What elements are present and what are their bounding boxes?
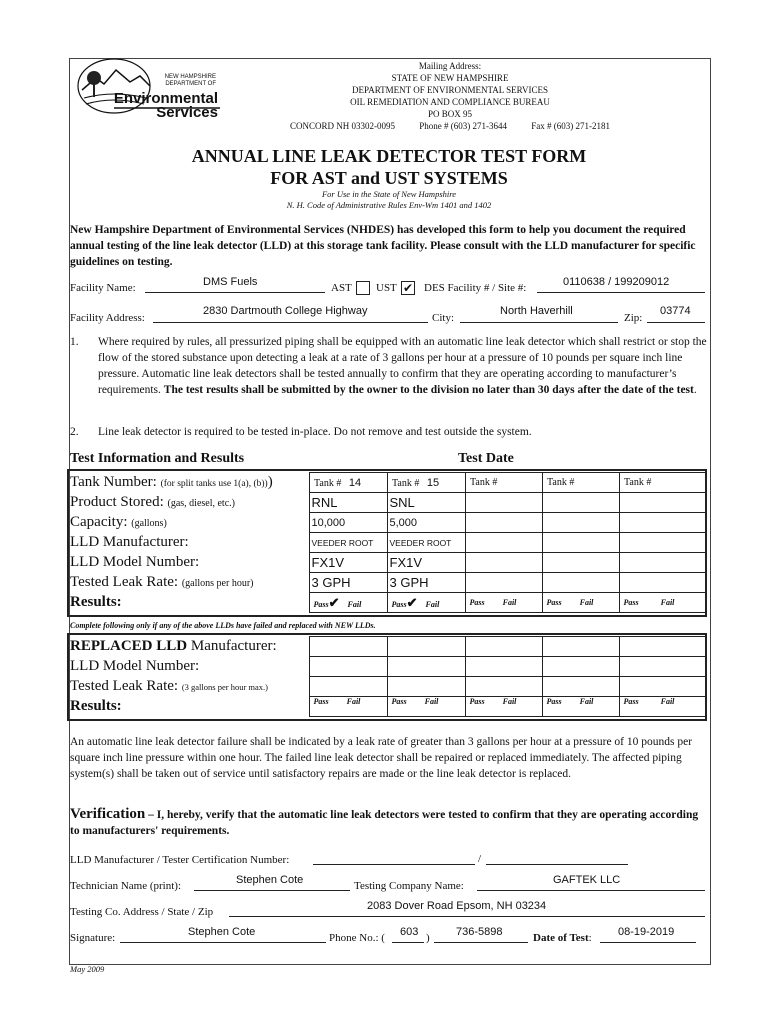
replaced-1-leak-rate[interactable] [309,677,387,697]
tank-1-manufacturer[interactable]: VEEDER ROOT [309,533,387,553]
tank-4-capacity[interactable] [542,513,619,533]
cert-field-1[interactable] [313,849,475,865]
item-1-number: 1. [70,336,79,348]
replaced-4-leak-rate[interactable] [542,677,619,697]
tank-5-model[interactable] [619,553,705,573]
ast-label: AST [331,282,352,294]
replaced-model-label: LLD Model Number: [70,658,200,674]
zip-field[interactable] [647,305,705,323]
tank-4-number-cell[interactable] [542,473,619,493]
test-date-label: Test Date [458,451,514,466]
item-2-text: Line leak detector is required to be tested in-place. Do not remove and test outside the system. [98,426,532,438]
tank-5-manufacturer[interactable] [619,533,705,553]
replaced-4-result[interactable] [542,697,619,717]
tank-3-prefix: Tank # [470,477,498,488]
cert-field-2[interactable] [486,849,628,865]
tank-3-product[interactable] [465,493,542,513]
tank-2-result[interactable] [387,593,465,613]
replaced-3-manufacturer[interactable] [465,637,542,657]
city-field[interactable] [460,305,618,323]
mailing-bureau: OIL REMEDIATION AND COMPLIANCE BUREAU [350,97,550,107]
signature-field[interactable] [120,926,326,943]
mailing-dept: DEPARTMENT OF ENVIRONMENTAL SERVICES [352,85,548,95]
logo-services: Services [156,104,218,121]
replaced-1-manufacturer[interactable] [309,637,387,657]
tank-number-note: (for split tanks use 1(a), (b)) [160,479,268,489]
replaced-row-model [69,657,705,677]
form-title-2: FOR AST and UST SYSTEMS [270,168,508,188]
tank-4-model[interactable] [542,553,619,573]
leak-rate-label [69,573,309,593]
replaced-4-manufacturer[interactable] [542,637,619,657]
test-results-table [69,472,706,613]
results-label: Results: [70,594,122,610]
replaced-2-fail: Fail [424,697,439,706]
tank-5-product[interactable] [619,493,705,513]
replaced-5-fail: Fail [660,697,675,706]
tank-2-product[interactable]: SNL [387,493,465,513]
tank-5-leak-rate[interactable] [619,573,705,593]
tank-4-leak-rate[interactable] [542,573,619,593]
replaced-3-pass: Pass [469,697,485,706]
replaced-leak-rate-text: Tested Leak Rate: [70,678,182,694]
tank-1-number-cell[interactable] [309,473,387,493]
facility-address-value: 2830 Dartmouth College Highway [203,305,368,317]
facility-name-label: Facility Name: [70,282,136,294]
capacity-label [69,513,309,533]
tank-5-fail: Fail [660,598,675,607]
replaced-5-model[interactable] [619,657,705,677]
replaced-manufacturer-rest: Manufacturer: [187,638,277,654]
replaced-note: Complete following only if any of the above LLDs have failed and replaced with NEW LLDs. [70,621,376,630]
capacity-note: (gallons) [131,518,167,529]
tank-5-capacity[interactable] [619,513,705,533]
table-row-manufacturer [69,533,705,553]
tank-2-pass: Pass [391,599,407,609]
phone-area-value: 603 [400,926,419,938]
mailing-address [290,60,610,132]
city-value: North Haverhill [500,305,573,317]
tank-1-fail: Fail [347,599,362,609]
des-facility-label: DES Facility # / Site #: [424,282,527,294]
cert-label: LLD Manufacturer / Tester Certification Number: [70,854,290,866]
replaced-3-leak-rate[interactable] [465,677,542,697]
replaced-2-leak-rate[interactable] [387,677,465,697]
tank-2-leak-rate[interactable]: 3 GPH [387,573,465,593]
replaced-3-model[interactable] [465,657,542,677]
company-field[interactable] [477,874,705,891]
replaced-4-pass: Pass [546,697,562,706]
table-row-capacity [69,513,705,533]
logo-line-1: NEW HAMPSHIRE [164,74,216,80]
company-label: Testing Company Name: [354,880,464,892]
replaced-1-result[interactable] [309,697,387,717]
tank-2-check-icon: ✔ [406,594,418,610]
tank-3-capacity[interactable] [465,513,542,533]
tank-4-fail: Fail [579,598,594,607]
form-subtitle-1: For Use in the State of New Hampshire [321,189,457,199]
tank-2-prefix: Tank # [392,477,420,489]
replaced-4-fail: Fail [579,697,594,706]
date-of-test-value: 08-19-2019 [618,926,675,938]
manufacturer-label: LLD Manufacturer: [70,534,189,550]
facility-name-value: DMS Fuels [203,276,258,288]
tank-1-pass: Pass [313,599,329,609]
tech-name-field[interactable] [194,874,350,891]
tank-5-result[interactable] [619,593,705,613]
replaced-row-results [69,697,705,717]
testing-address-field[interactable] [229,900,705,917]
ust-checkbox[interactable] [401,281,415,295]
tank-number-label-text: Tank Number: [70,474,161,490]
replaced-1-fail: Fail [346,697,361,706]
tank-4-manufacturer[interactable] [542,533,619,553]
replaced-3-fail: Fail [502,697,517,706]
testing-address-label: Testing Co. Address / State / Zip [70,906,214,918]
item-1-text [98,334,712,398]
facility-address-field[interactable] [153,305,428,323]
test-info-heading: Test Information and Results [70,451,245,466]
tank-1-product[interactable]: RNL [309,493,387,513]
replaced-2-result[interactable] [387,697,465,717]
testing-address-value: 2083 Dover Road Epsom, NH 03234 [367,900,547,912]
tank-1-number: 14 [348,476,362,489]
replaced-leak-rate-label [69,677,309,697]
verification-statement [70,806,710,839]
tank-1-model[interactable]: FX1V [309,553,387,573]
date-of-test-label [533,932,592,944]
product-label-text: Product Stored: [70,494,168,510]
tech-label: Technician Name (print): [70,880,182,892]
tank-number-label [69,473,309,493]
replaced-2-pass: Pass [391,697,407,706]
mailing-label: Mailing Address: [418,61,482,71]
leak-rate-note: (gallons per hour) [181,578,254,589]
item-1-text-bold: The test results shall be submitted by the owner to the division no later than 30 days after the date of the test [163,384,694,396]
tank-1-prefix: Tank # [314,477,342,489]
verification-text: – I, hereby, verify that the automatic line leak detectors were tested to confirm that they are operating according to manufacturers' requirements. [70,809,699,837]
replaced-2-model[interactable] [387,657,465,677]
table-row-leak-rate [69,573,705,593]
mailing-phone: Phone # (603) 271-3644 [419,121,507,131]
tank-4-prefix: Tank # [547,477,575,488]
ust-check-icon: ✔ [402,281,414,295]
tank-2-number: 15 [426,476,440,489]
tank-3-pass: Pass [469,598,485,607]
item-1-text-end: . [693,384,697,396]
replaced-row-leak-rate [69,677,705,697]
capacity-label-text: Capacity: [70,514,132,530]
mailing-pobox: PO BOX 95 [427,109,472,119]
ast-checkbox[interactable] [356,281,370,295]
product-note: (gas, diesel, etc.) [167,498,235,509]
mailing-fax: Fax # (603) 271-2181 [531,121,610,131]
tank-5-pass: Pass [623,598,639,607]
intro-paragraph: New Hampshire Department of Environmental Services (NHDES) has developed this form to help you document the required annual testing of the line leak detector (LLD) at this storage tank facility. Please consult with the LLD manufacturer for specific guidelines on testing. [70,224,696,268]
signature-label: Signature: [70,932,116,944]
replaced-5-result[interactable] [619,697,705,717]
zip-value: 03774 [660,305,691,317]
table-row-product [69,493,705,513]
tank-5-prefix: Tank # [624,477,652,488]
item-1-text-a: Where required by rules, all pressurized piping shall be equipped with an automatic line leak detector which shall restrict or stop the flow of the stored substance upon detecting a leak at a rate of 3 gallons per hour at a pressure of 10 pounds per square inch line pressure. Automatic line leak detectors shall be tested annually to confirm that they are operating according to manufacturer’s requirements. [98,336,707,396]
footer-date: May 2009 [70,964,105,974]
tank-2-number-cell[interactable] [387,473,465,493]
tank-3-leak-rate[interactable] [465,573,542,593]
phone-label: Phone No.: ( [329,932,385,944]
replaced-5-leak-rate[interactable] [619,677,705,697]
date-of-test-label-text: Date of Test [533,932,589,944]
tank-1-result[interactable] [309,593,387,613]
product-label [69,493,309,513]
des-facility-value: 0110638 / 199209012 [563,276,670,288]
phone-number-field[interactable] [434,926,528,943]
form-subtitle-2: N. H. Code of Administrative Rules Env-Wm 1401 and 1402 [286,200,492,210]
tank-2-model[interactable]: FX1V [387,553,465,573]
item-1 [70,334,710,416]
cert-separator: / [478,853,482,865]
replaced-leak-rate-note: (3 gallons per hour max.) [181,682,268,692]
leak-rate-label-text: Tested Leak Rate: [70,574,182,590]
tank-4-pass: Pass [546,598,562,607]
replaced-row-manufacturer [69,637,705,657]
tank-1-capacity[interactable]: 10,000 [309,513,387,533]
tank-2-fail: Fail [425,599,440,609]
table-row-tank-number [69,473,705,493]
phone-area-field[interactable] [392,926,424,943]
form-title-1: ANNUAL LINE LEAK DETECTOR TEST FORM [191,146,587,166]
tech-name-value: Stephen Cote [236,874,304,886]
company-value: GAFTEK LLC [553,874,621,886]
replaced-manufacturer-label [69,637,309,657]
failure-paragraph: An automatic line leak detector failure shall be indicated by a leak rate of greater than 3 gallons per hour at a pressure of 10 pounds per square inch line pressure within one hour. The failed line leak detector shall be repaired or replaced immediately. The affected piping system(s) shall be taken out of service until satisfactory repairs are made or the line leak detector is replaced. [70,736,693,780]
mailing-contact-row [290,120,610,132]
tank-5-number-cell[interactable] [619,473,705,493]
replaced-table [69,636,706,717]
logo-text-small [158,74,216,88]
tank-2-capacity[interactable]: 5,000 [387,513,465,533]
tank-2-manufacturer[interactable]: VEEDER ROOT [387,533,465,553]
replaced-1-pass: Pass [313,697,329,706]
phone-number-value: 736-5898 [456,926,503,938]
date-of-test-colon: : [588,932,592,944]
item-2 [70,424,710,442]
tank-3-number-cell[interactable] [465,473,542,493]
logo-environmental: Environmental [113,90,218,107]
tank-3-model[interactable] [465,553,542,573]
replaced-4-model[interactable] [542,657,619,677]
zip-label: Zip: [624,312,643,324]
tank-3-fail: Fail [502,598,517,607]
replaced-3-result[interactable] [465,697,542,717]
ust-label: UST [376,282,397,294]
tank-4-product[interactable] [542,493,619,513]
date-of-test-field[interactable] [600,926,696,943]
mailing-city: CONCORD NH 03302-0095 [290,121,396,131]
logo-line-2: DEPARTMENT OF [165,81,216,87]
replaced-manufacturer-bold: REPLACED LLD [70,638,188,654]
table-row-model [69,553,705,573]
signature-value: Stephen Cote [188,926,256,938]
phone-close: ) [426,932,430,944]
replaced-5-pass: Pass [623,697,639,706]
tank-3-manufacturer[interactable] [465,533,542,553]
verification-word: Verification [70,806,146,822]
tank-3-result[interactable] [465,593,542,613]
replaced-results-label: Results: [70,698,122,714]
city-label: City: [432,312,455,324]
item-2-number: 2. [70,426,79,438]
tank-1-leak-rate[interactable]: 3 GPH [309,573,387,593]
tank-1-check-icon: ✔ [328,594,340,610]
mailing-state: STATE OF NEW HAMPSHIRE [391,73,509,83]
tank-number-label-close: ) [267,474,273,490]
replaced-1-model[interactable] [309,657,387,677]
facility-name-field[interactable] [145,276,325,293]
tank-4-result[interactable] [542,593,619,613]
table-row-results [69,593,705,613]
facility-address-label: Facility Address: [70,312,145,324]
replaced-2-manufacturer[interactable] [387,637,465,657]
des-facility-field[interactable] [537,276,705,293]
model-label: LLD Model Number: [70,554,200,570]
replaced-5-manufacturer[interactable] [619,637,705,657]
